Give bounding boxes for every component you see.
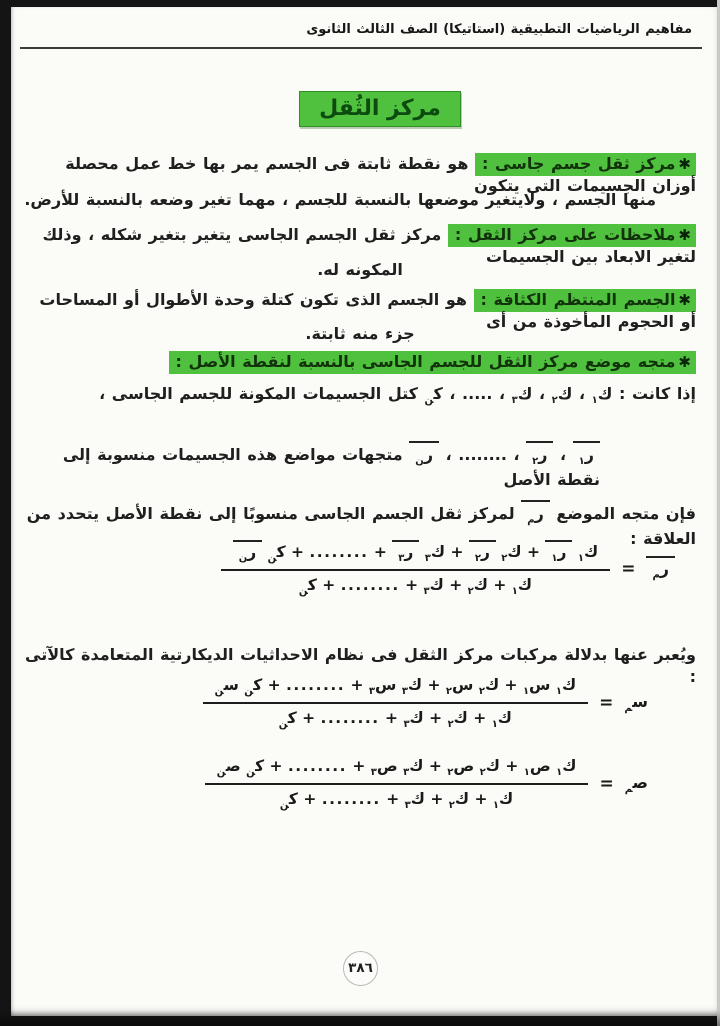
equals-sign: = [621, 558, 636, 579]
equation-lhs: ص$_م$ [624, 773, 648, 796]
star-bullet-icon: ✱ [678, 291, 691, 309]
cg-vector-symbol: ر$_م$ [521, 504, 550, 523]
star-bullet-icon: ✱ [678, 226, 691, 244]
fraction [203, 676, 589, 730]
bullet-text: هو نقطة ثابتة فى الجسم يمر بها خط عمل محصلة أوزان الجسيمات التى يتكون [65, 154, 696, 195]
fraction-denominator: ك$_١$ + ك$_٢$ + ك$_٣$ + ........ + ك$_ن$ [298, 576, 533, 598]
star-bullet-icon: ✱ [678, 155, 691, 173]
position-vectors-line [40, 441, 600, 490]
highlight-label [448, 224, 696, 247]
given-masses-line [24, 383, 696, 408]
bullet-definition-line2: منها الجسم ، ولايتغير موضعها بالنسبة للجسم ، مهما تغير وضعه بالنسبة للأرض. [24, 190, 656, 209]
equation-x-component [203, 676, 648, 730]
page-header: مفاهيم الرياضيات التطبيقية (استاتيكا) الصف الثالث الثانوى [306, 22, 692, 37]
header-divider [20, 47, 702, 49]
position-prefix: فإن متجه الموضع [556, 504, 696, 523]
highlight-label [169, 351, 696, 374]
fraction-denominator: ك$_١$ + ك$_٢$ + ك$_٣$ + ........ + ك$_ن$ [279, 790, 514, 812]
bullet-notes-line2: المكونه له. [317, 260, 403, 279]
bullet-label: متجه موضع مركز الثقل للجسم الجاسى بالنسبة لنقطة الأصل : [175, 352, 676, 371]
highlight-label [474, 289, 696, 312]
position-suffix: لمركز ثقل الجسم الجاسى منسوبًا إلى نقطة الأصل يتحدد من العلاقة : [26, 504, 696, 548]
highlight-label [475, 153, 696, 176]
bullet-label: الجسم المنتظم الكثافة : [480, 290, 676, 309]
bullet-label: ملاحظات على مركز الثقل : [454, 225, 676, 244]
fraction [205, 757, 589, 811]
equals-sign: = [599, 693, 614, 714]
mass-symbols: ك$_١$ ، ك$_٢$ ، ك$_٣$ ، ..... ، ك$_ن$ [424, 384, 613, 407]
bullet-uniform-density-line2: جزء منه ثابتة. [305, 324, 415, 343]
vectors-suffix: متجهات مواضع هذه الجسيمات منسوبة إلى نقطة الأصل [62, 445, 600, 489]
fraction [221, 540, 610, 597]
bullet-text: مركز ثقل الجسم الجاسى يتغير بتغير شكله ، وذلك لتغير الابعاد بين الجسيمات [42, 225, 696, 266]
equals-sign: = [599, 774, 614, 795]
page-title: مركز الثُقل [299, 91, 461, 127]
equation-lhs: س$_م$ [624, 692, 648, 715]
equation-lhs: ر$_م$ [646, 556, 675, 581]
page-number: ٣٨٦ [343, 951, 378, 986]
page-bottom-shadow [0, 1010, 720, 1026]
bullet-position-vector-heading [24, 351, 696, 373]
equation-vector-form [221, 540, 675, 597]
fraction-numerator: ك$_١$ ر$_١$ + ك$_٢$ ر$_٢$ + ك$_٣$ ر$_٣$ + ........ + ك$_ن$ ر$_ن$ [221, 540, 610, 571]
fraction-numerator: ك$_١$ س$_١$ + ك$_٢$ س$_٢$ + ك$_٣$ س$_٣$ + ........ + ك$_ن$ س$_ن$ [203, 676, 589, 704]
vector-symbols: ر$_١$ ، ر$_٢$ ، ........ ، ر$_ن$ [409, 445, 600, 464]
bullet-text: هو الجسم الذى تكون كتلة وحدة الأطوال أو المساحات أو الحجوم المأخوذة من أى [39, 290, 696, 331]
bullet-label: مركز ثقل جسم جاسى : [482, 154, 676, 173]
given-suffix: كتل الجسيمات المكونة للجسم الجاسى ، [99, 384, 418, 403]
fraction-numerator: ك$_١$ ص$_١$ + ك$_٢$ ص$_٢$ + ك$_٣$ ص$_٣$ + ........ + ك$_ن$ ص$_ن$ [205, 757, 589, 785]
equation-y-component [205, 757, 648, 811]
given-prefix: إذا كانت : [619, 384, 696, 403]
fraction-denominator: ك$_١$ + ك$_٢$ + ك$_٣$ + ........ + ك$_ن$ [278, 709, 513, 731]
cartesian-intro-line: ويُعبر عنها بدلالة مركبات مركز الثقل فى نظام الاحداثيات الديكارتية المتعامدة كالآتى : [25, 645, 696, 686]
star-bullet-icon: ✱ [678, 353, 691, 371]
